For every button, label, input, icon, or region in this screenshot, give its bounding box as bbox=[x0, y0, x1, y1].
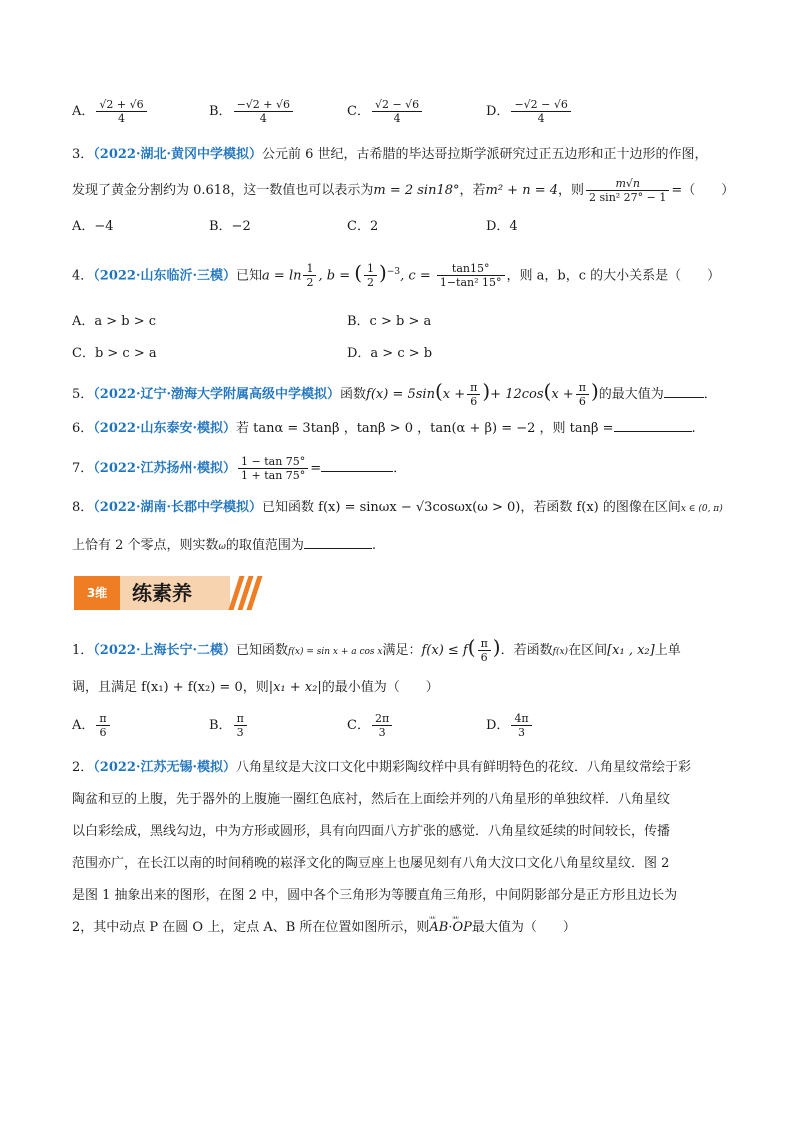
q3-option-a: A．−4 bbox=[72, 219, 114, 234]
q8-line2: 上恰有 2 个零点，则实数ω的取值范围为 . bbox=[72, 538, 377, 553]
q8-line1: 8．（2022·湖南·长郡中学模拟）已知函数 f(x) = sinωx − √3cosωx(ω > 0)，若函数 f(x) 的图像在区间x ∈ (0, π) bbox=[72, 500, 723, 515]
p2-source: （2022·江苏无锡·模拟） bbox=[93, 760, 237, 775]
q4-option-b: B．c > b > a bbox=[347, 314, 432, 329]
q8-source: （2022·湖南·长郡中学模拟） bbox=[93, 500, 263, 515]
q6-source: （2022·山东泰安·模拟） bbox=[93, 421, 237, 436]
q5-answer-blank bbox=[664, 385, 704, 398]
q4-line: 4．（2022·山东临沂·三模）已知a = ln $\frac{1}{2}$ , b = ( $\frac{1}{2}$ )$^{-3}$, c = $\frac{\tan 15^\circ}{\text{1−tan² 15°}}$ ，则 a，b，c 的大小关系是（ ） bbox=[72, 260, 721, 290]
p2-line4: 范围亦广，在长江以南的时间稍晚的崧泽文化的陶豆座上也屡见刻有八角大汶口文化八角星纹星纹．图 2 bbox=[72, 856, 670, 871]
p1-source: （2022·上海长宁·二模） bbox=[93, 643, 237, 658]
q3-line2: 发现了黄金分割约为 0.618，这一数值也可以表示为m = 2 sin18°，若m² + n = 4，则 $\frac{m√n}{\text{2 sin² 27° − 1}}$ =（ ） bbox=[72, 177, 735, 204]
p1-option-a: A． $\frac{\pi}{6}$ bbox=[72, 712, 112, 739]
q7-answer-blank bbox=[321, 459, 393, 472]
q3-option-d: D．4 bbox=[486, 219, 518, 234]
p1-option-b: B． $\frac{\pi}{3}$ bbox=[209, 712, 249, 739]
section-banner bbox=[74, 576, 264, 610]
q8-answer-blank bbox=[304, 536, 372, 549]
q6-answer-blank bbox=[614, 419, 692, 432]
q4-source: （2022·山东临沂·三模） bbox=[93, 268, 237, 284]
p2-line6: 2，其中动点 P 在圆 O 上，定点 A、B 所在位置如图所示，则ᵘᵘᵘ AB·ᵘᵘᵘ OP最大值为（ ） bbox=[72, 918, 576, 938]
p2-line5: 是图 1 抽象出来的图形，在图 2 中，圆中各个三角形为等腰直角三角形，中间阴影部分是正方形且边长为 bbox=[72, 888, 678, 903]
q7-source: （2022·江苏扬州·模拟） bbox=[93, 461, 237, 476]
p2-line2: 陶盆和豆的上腹，先于器外的上腹施一圈红色底衬，然后在上面绘并列的八角星形的单独纹样．八角星纹 bbox=[72, 792, 671, 807]
p1-line2: 调，且满足 f(x₁) + f(x₂) = 0，则|x₁ + x₂|的最小值为（ ） bbox=[72, 680, 439, 695]
q3-source: （2022·湖北·黄冈中学模拟） bbox=[93, 147, 263, 162]
q7-line: 7．（2022·江苏扬州·模拟） $\frac{1 - \tan 75^\circ}{1 + \tan 75^\circ}$ = ． bbox=[72, 455, 407, 482]
vector-op: ᵘᵘᵘ OP bbox=[453, 918, 472, 938]
p1-option-d: D． $\frac{4\pi}{3}$ bbox=[486, 712, 534, 739]
section-title: 练素养 bbox=[120, 576, 230, 610]
q2-option-d: D． $\frac{-√2 - √6}{4}$ bbox=[486, 98, 573, 125]
q2-option-a: A． $\frac{√2 + √6}{4}$ bbox=[72, 98, 149, 125]
q3-line1: 3．（2022·湖北·黄冈中学模拟）公元前 6 世纪，古希腊的毕达哥拉斯学派研究过正五边形和正十边形的作图， bbox=[72, 147, 708, 162]
q5-line: 5．（2022·辽宁·渤海大学附属高级中学模拟）函数f(x) = 5sin(x + $\frac{\pi}{6}$ )+ 12cos(x + $\frac{\pi}{6}$ )的最大值为 ． bbox=[72, 379, 717, 408]
q5-source: （2022·辽宁·渤海大学附属高级中学模拟） bbox=[93, 387, 341, 402]
q4-option-c: C．b > c > a bbox=[72, 346, 157, 361]
section-level-tag: 3维 bbox=[74, 576, 120, 610]
p2-line3: 以白彩绘成，黑线勾边，中为方形或圆形，具有向四面八方扩张的感觉．八角星纹延续的时间较长，传播 bbox=[72, 824, 671, 839]
q3-option-b: B．−2 bbox=[209, 219, 251, 234]
p1-line1: 1．（2022·上海长宁·二模）已知函数f(x) = sin x + a cos x满足：f(x) ≤ f( $\frac{\pi}{6}$ )．若函数f(x)在区间[x₁ , x₂]上单 bbox=[72, 635, 681, 664]
p1-option-c: C． $\frac{2\pi}{3}$ bbox=[347, 712, 394, 739]
p2-line1: 2．（2022·江苏无锡·模拟）八角星纹是大汶口文化中期彩陶纹样中具有鲜明特色的花纹．八角星纹常绘于彩 bbox=[72, 760, 692, 775]
q2-option-b: B． $\frac{-√2 + √6}{4}$ bbox=[209, 98, 295, 125]
q3-option-c: C．2 bbox=[347, 219, 379, 234]
q4-option-d: D．a > c > b bbox=[347, 346, 433, 361]
q4-option-a: A．a > b > c bbox=[72, 314, 157, 329]
vector-ab: ᵘᵘᵘ AB bbox=[429, 918, 448, 938]
q2-option-c: C． $\frac{√2 - √6}{4}$ bbox=[347, 98, 424, 125]
q6-line: 6．（2022·山东泰安·模拟）若 tanα = 3tanβ ，tanβ > 0 ，tan(α + β) = −2 ，则 tanβ = . bbox=[72, 421, 696, 436]
